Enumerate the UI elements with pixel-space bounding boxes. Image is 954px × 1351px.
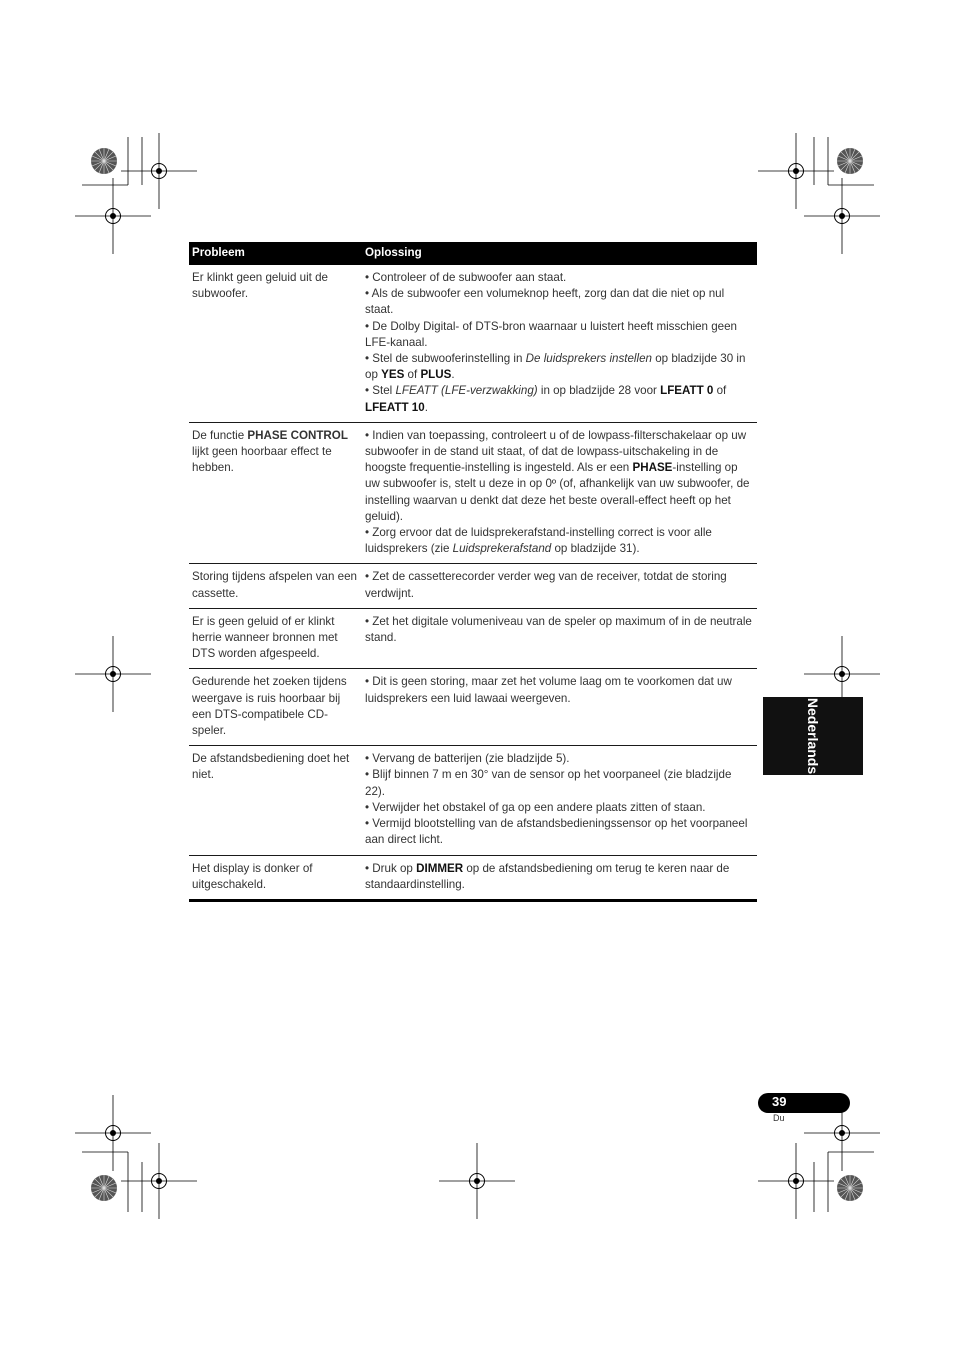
table-row (189, 746, 757, 855)
solution-cell (362, 669, 757, 745)
solution-item: • Druk op DIMMER op de afstandsbediening om terug te keren naar de standaardinstelling. (365, 861, 730, 891)
solution-item: • Stel LFEATT (LFE-verzwakking) in op bladzijde 28 voor LFEATT 0 of LFEATT 10. (365, 384, 727, 414)
solution-item: • Vermijd blootstelling van de afstandsbedieningssensor op het voorpaneel aan direct licht. (365, 817, 748, 847)
problem-cell: Gedurende het zoeken tijdens weergave is ruis hoorbaar bij een DTS-compatibele CD-speler. (192, 675, 347, 738)
page-number-badge (758, 1093, 850, 1113)
solution-item: • De Dolby Digital- of DTS-bron waarnaar u luistert heeft misschien geen LFE-kanaal. (365, 319, 738, 349)
table-header (189, 242, 757, 265)
problem-cell: Het display is donker of uitgeschakeld. (192, 861, 313, 891)
header-solution: Oplossing (365, 246, 422, 260)
solution-item: • Zet de cassetterecorder verder weg van de receiver, totdat de storing verdwijnt. (365, 570, 727, 600)
language-side-tab-label: Nederlands (805, 697, 821, 775)
solution-cell (362, 265, 757, 422)
solution-cell (362, 423, 757, 564)
table-row (189, 265, 757, 423)
troubleshooting-table (189, 242, 757, 902)
solution-cell (362, 856, 757, 899)
problem-cell: Er is geen geluid of er klinkt herrie wanneer bronnen met DTS worden afgespeeld. (192, 614, 338, 661)
solution-item: • Dit is geen storing, maar zet het volume laag om te voorkomen dat uw luidsprekers een luid lawaai weergeven. (365, 675, 732, 705)
solution-item: • Stel de subwooferinstelling in De luidsprekers instellen op bladzijde 30 in op YES of PLUS. (365, 352, 746, 382)
solution-item: • Zorg ervoor dat de luidsprekerafstand-instelling correct is voor alle luidsprekers (zie Luidsprekerafstand op bladzijde 31). (365, 526, 712, 556)
solution-cell (362, 746, 757, 854)
solution-item: • Verwijder het obstakel of ga op een andere plaats zitten of staan. (365, 800, 706, 814)
solution-item: • Als de subwoofer een volumeknop heeft, zorg dan dat die niet op nul staat. (365, 287, 725, 317)
language-side-tab (763, 697, 863, 775)
problem-cell: Er klinkt geen geluid uit de subwoofer. (192, 271, 328, 301)
problem-cell: De functie PHASE CONTROL lijkt geen hoorbaar effect te hebben. (192, 428, 348, 475)
table-row (189, 669, 757, 746)
solution-item: • Blijf binnen 7 m en 30° van de sensor op het voorpaneel (zie bladzijde 22). (365, 768, 732, 798)
table-row (189, 423, 757, 565)
problem-cell: De afstandsbediening doet het niet. (192, 752, 350, 782)
language-code: Du (773, 1113, 785, 1123)
solution-cell (362, 564, 757, 607)
header-problem: Probleem (192, 246, 245, 260)
table-row (189, 564, 757, 608)
solution-cell (362, 609, 757, 669)
table-row (189, 609, 757, 670)
solution-item: • Indien van toepassing, controleert u of de lowpass-filterschakelaar op uw subwoofer in de stand uit staat, of dat de lowpass-uitschakeling in de hoogste frequentie-instelling is ingesteld. Als er een PHASE-instelling op uw subwoofer is, stelt u deze in op 0º (of, afhankelijk van uw subwoofer, de instelling waarvan u denkt dat deze het beste overall-effect heeft op het geluid). (365, 428, 750, 523)
page-number: 39 (772, 1094, 787, 1109)
solution-item: • Zet het digitale volumeniveau van de speler op maximum of in de neutrale stand. (365, 614, 752, 645)
table-row (189, 856, 757, 902)
problem-cell: Storing tijdens afspelen van een cassette. (192, 570, 358, 600)
solution-item: • Vervang de batterijen (zie bladzijde 5). (365, 752, 570, 766)
solution-item: • Controleer of de subwoofer aan staat. (365, 271, 567, 284)
